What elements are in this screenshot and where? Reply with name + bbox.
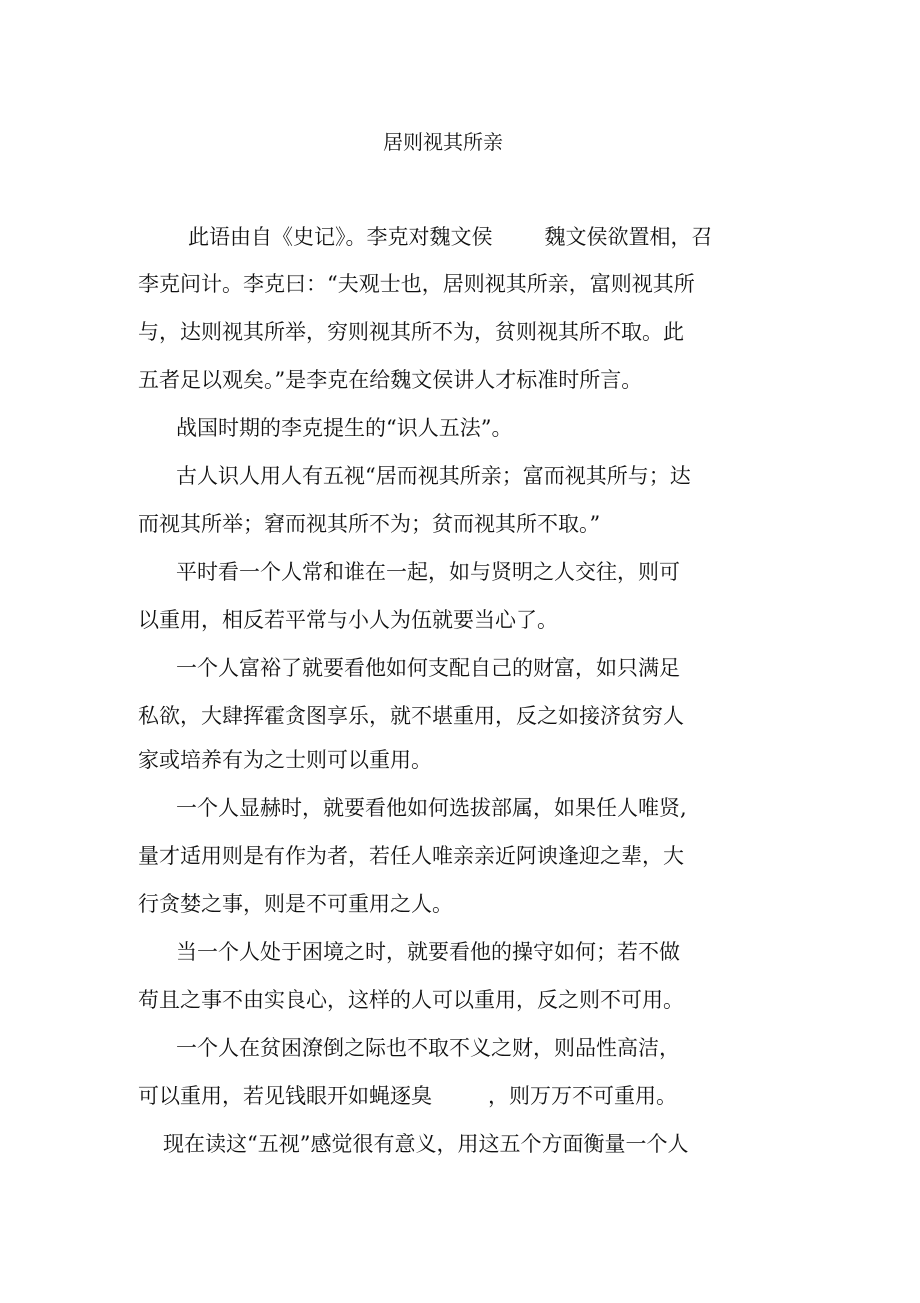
- text-line: 战国时期的李克提生的“识人五法”。: [176, 416, 513, 440]
- text-line: 李克问计。李克曰：“夫观士也，居则视其所亲，富则视其所: [138, 272, 695, 296]
- text-line: 一个人在贫困潦倒之际也不取不义之财，则品性高洁，: [176, 1036, 680, 1060]
- text-segment: ，则万万不可重用。: [488, 1084, 677, 1108]
- text-line: 当一个人处于困境之时，就要看他的操守如何；若不做: [176, 940, 680, 964]
- text-line: 与，达则视其所举，穷则视其所不为，贫则视其所不取。此: [138, 320, 684, 344]
- text-segment: 可以重用，若见钱眼开如蝇逐臭: [138, 1084, 432, 1108]
- text-line: 家或培养有为之士则可以重用。: [138, 748, 432, 772]
- text-line: 量才适用则是有作为者，若任人唯亲亲近阿谀逢迎之辈，大: [138, 844, 684, 868]
- text-line: 一个人显赫时，就要看他如何选拔部属，如果任人唯贤,: [176, 796, 687, 820]
- text-line: 古人识人用人有五视“居而视其所亲；富而视其所与；达: [176, 464, 691, 488]
- text-line: 平时看一个人常和谁在一起，如与贤明之人交往，则可: [176, 560, 680, 584]
- text-line: 以重用，相反若平常与小人为伍就要当心了。: [138, 608, 558, 632]
- text-line: [188, 222, 713, 252]
- text-segment: 魏文侯欲置相，召: [544, 225, 713, 249]
- text-line: 而视其所举；窘而视其所不为；贫而视其所不取。”: [138, 512, 601, 536]
- text-line: 苟且之事不由实良心，这样的人可以重用，反之则不可用。: [138, 988, 684, 1012]
- text-line: 行贪婪之事，则是不可重用之人。: [138, 892, 453, 916]
- document-title: 居则视其所亲: [383, 130, 503, 154]
- text-segment: 此语由自《史记》。李克对魏文侯: [188, 225, 493, 249]
- text-line: 一个人富裕了就要看他如何支配自己的财富，如只满足: [176, 656, 680, 680]
- text-line: [138, 1081, 677, 1111]
- text-line: 私欲，大肆挥霍贪图享乐，就不堪重用，反之如接济贫穷人: [138, 704, 684, 728]
- text-line: 五者足以观矣。”是李克在给魏文侯讲人才标准时所言。: [138, 368, 643, 392]
- text-line: 现在读这“五视”感觉很有意义，用这五个方面衡量一个人: [163, 1132, 689, 1156]
